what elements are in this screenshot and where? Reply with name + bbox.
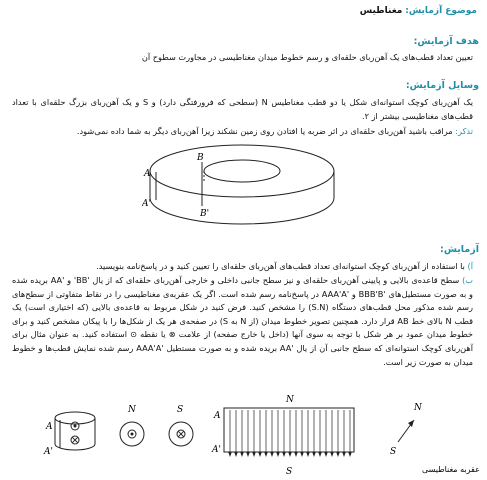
field-arrow-icon (228, 452, 232, 457)
field-arrow-icon (288, 452, 292, 457)
field-arrow-icon (324, 452, 328, 457)
bottom-figures (0, 392, 487, 480)
goal-heading: هدف آزمایش: (413, 36, 479, 47)
materials-heading: وسایل آزمایش: (405, 80, 479, 91)
field-arrow-icon (336, 452, 340, 457)
field-arrow-icon (294, 452, 298, 457)
page-title (360, 6, 477, 16)
field-arrow-icon (318, 452, 322, 457)
rect-label-n: N (286, 395, 294, 405)
field-arrow-icon (276, 452, 280, 457)
pole-s-disc (169, 422, 193, 446)
ring-magnet-figure (142, 140, 342, 232)
rect-label-a: A (214, 411, 221, 421)
field-arrow-icon (312, 452, 316, 457)
ring-label-a-prime: A' (142, 199, 151, 209)
topic-value: مغناطیس (359, 6, 403, 16)
field-arrow-icon (246, 452, 250, 457)
cylinder-label-a: A (46, 422, 53, 432)
pole-n-disc (120, 422, 144, 446)
field-arrow-icon (348, 452, 352, 457)
ring-label-b: B (197, 153, 204, 163)
field-arrow-icon (300, 452, 304, 457)
field-arrow-icon (234, 452, 238, 457)
ring-inner-hole (204, 160, 280, 182)
rect-label-a-prime: A' (212, 445, 221, 455)
experiment-heading: آزمایش: (440, 244, 479, 255)
field-arrow-icon (264, 452, 268, 457)
compass-n-label: N (414, 403, 422, 413)
ring-label-a: A (144, 169, 151, 179)
topic-label: موضوع آزمایش: (405, 6, 477, 16)
field-arrow-icon (342, 452, 346, 457)
part-b-label: ب) (462, 275, 473, 285)
part-b-text: سطح قاعده‌ی بالایی و پایینی آهن‌ربای حلقه‌ای و نیز سطح جانبی داخلی و خارجی آهن‌ربای حلقه‌ای که از یال 'BB' و 'AA بریده شده و به صورت مستطیل‌های 'BBB'B و 'AAA'A در پاسخ‌نامه رسم شده است. اگر یک عقربه‌ی مغناطیسی را در نقاط متفاوتی از سطح‌های رسم شده مذکور محل قطب‌های دستگاه (S.N) را مشخص کنید. فرض کنید در شکل مربوط به قاعده‌ی بالایی (که اختیاری است) یک قطب N بالای خط AB قرار دارد. همچنین تصویر خطوط میدان (از N به S) در صفحه‌ی هر یک از شکل‌ها را با پیکان مشخص کنید و برای خطوط میدان عمود بر هر شکل با توجه به سوی آنها (داخل یا خارج صفحه) از علامت ⊗ یا نقطه ⊙ استفاده کنید. به عنوان مثال برای آهن‌ربای کوچک استوانه‌ای که سطح جانبی آن از یال 'AA بریده شده و به صورت مستطیل 'AAA'A رسم شده نمایش قطب‌ها و خطوط میدان به صورت زیر است. (12, 275, 474, 367)
goal-text: تعیین تعداد قطب‌های یک آهن‌ربای حلقه‌ای و رسم خطوط میدان مغناطیسی در مجاورت سطوح آن (141, 52, 473, 62)
field-arrow-icon (330, 452, 334, 457)
field-rectangle (224, 408, 354, 452)
part-a-label: آ) (467, 261, 473, 271)
compass-caption: عقربه مغناطیسی (422, 465, 480, 474)
pole-n-label: N (128, 405, 136, 415)
compass-needle-icon (398, 420, 414, 442)
rect-label-s: S (286, 467, 293, 477)
pole-s-label: S (177, 405, 184, 415)
field-arrow-icon (270, 452, 274, 457)
field-lines (228, 410, 352, 457)
field-arrow-icon (240, 452, 244, 457)
field-arrow-icon (306, 452, 310, 457)
compass-s-label: S (390, 447, 397, 457)
note-text: مراقب باشید آهن‌ربای حلقه‌ای در اثر ضربه یا افتادن روی زمین نشکند زیرا آهن‌ربای دیگر به شما داده نمی‌شود. (76, 126, 453, 136)
field-arrow-icon (252, 452, 256, 457)
materials-note (12, 125, 473, 139)
ring-outer-bottom (150, 198, 334, 224)
ring-label-b-prime: B' (200, 209, 210, 219)
experiment-part-a (12, 260, 473, 274)
cylinder-label-a-prime: A' (44, 447, 53, 457)
small-cylinder-magnet (55, 412, 95, 450)
field-arrow-icon (282, 452, 286, 457)
materials-text: یک آهن‌ربای کوچک استوانه‌ای شکل یا دو قطب مغناطیس N (سطحی که فرورفتگی دارد) و S و یک آهن‌ربای بزرگ حلقه‌ای با تعداد قطب‌های مغناطیسی بیشتر از ۲. (12, 97, 473, 121)
experiment-part-b (12, 274, 473, 369)
note-label: تذکر: (455, 126, 473, 136)
field-arrow-icon (258, 452, 262, 457)
part-a-text: با استفاده از آهن‌ربای کوچک استوانه‌ای تعداد قطب‌های آهن‌ربای حلقه‌ای را تعیین کنید و در پاسخ‌نامه بنویسید. (96, 261, 465, 271)
